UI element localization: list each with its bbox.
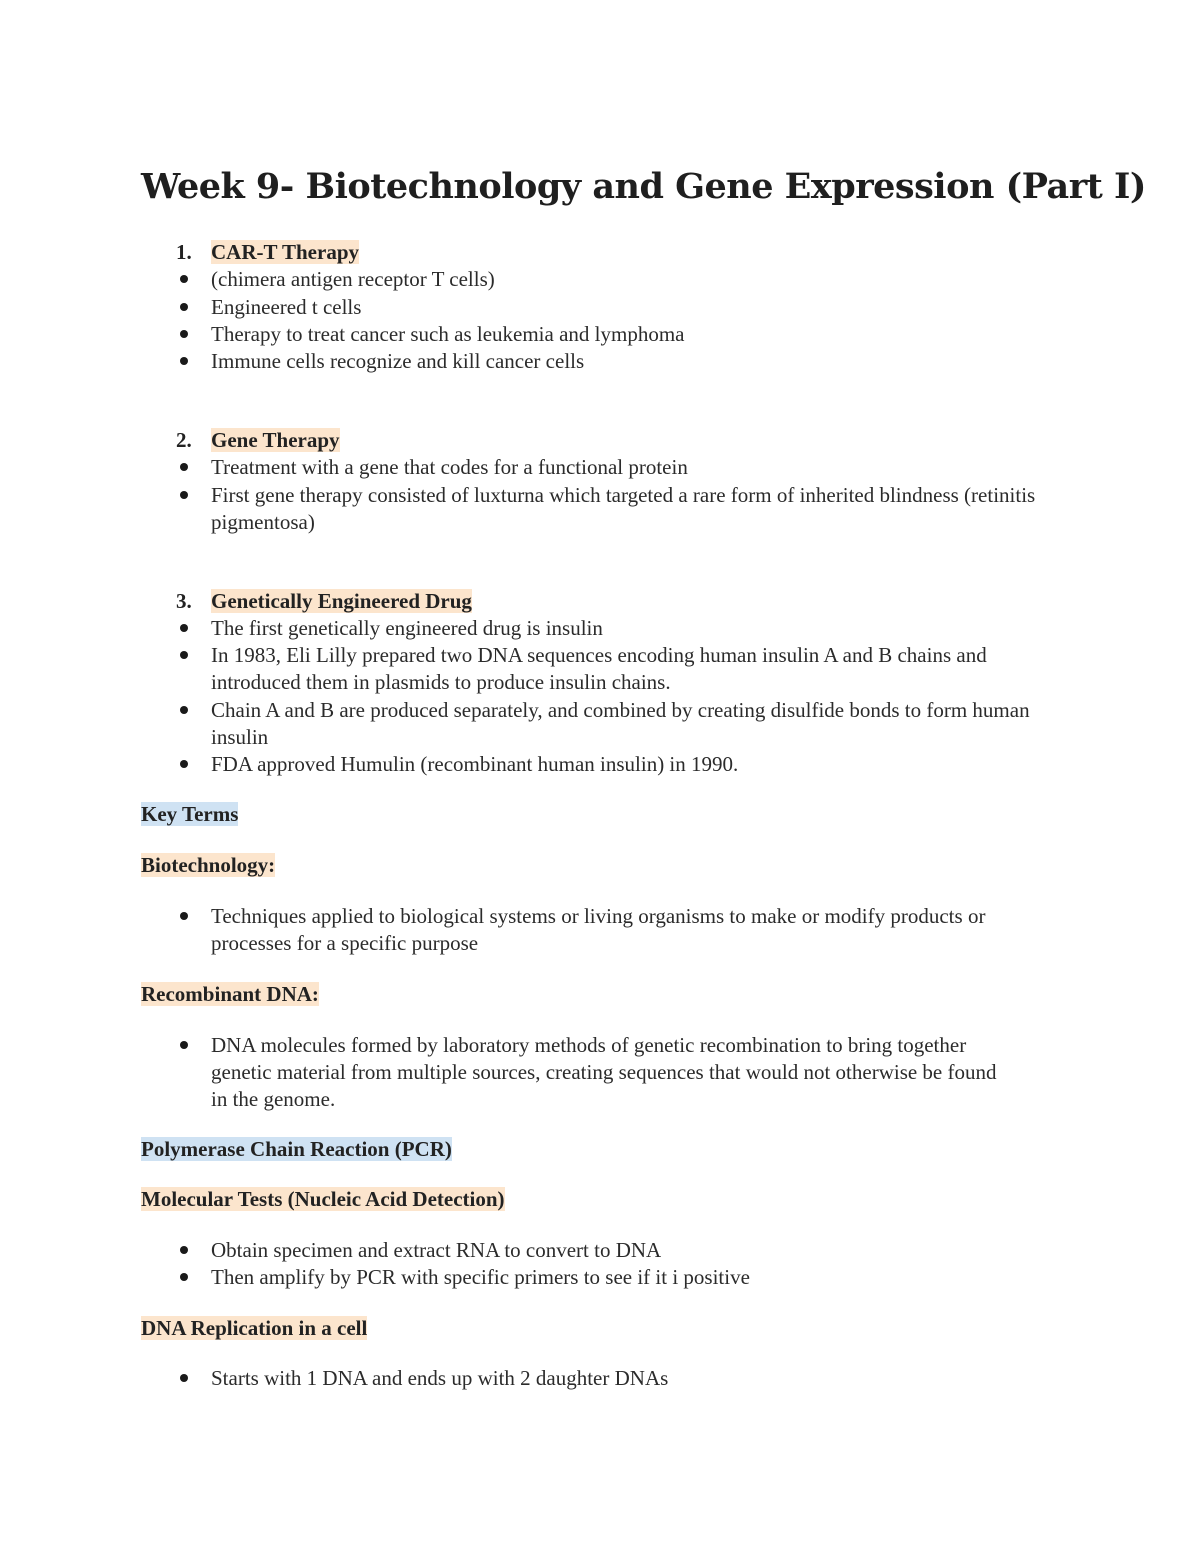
section-number: 3.: [176, 589, 192, 613]
bullet-icon: [180, 1273, 188, 1281]
pcr-label: Polymerase Chain Reaction (PCR): [141, 1137, 452, 1161]
key-terms-label: Key Terms: [141, 802, 239, 826]
bullet-icon: [180, 912, 188, 920]
section-heading-gene-therapy: [176, 427, 340, 454]
pcr-heading: [141, 1136, 452, 1163]
list-item: Therapy to treat cancer such as leukemia and lymphoma: [211, 322, 685, 346]
key-terms-heading: [141, 801, 238, 828]
dna-replication-label: DNA Replication in a cell: [141, 1316, 368, 1340]
section-title: Genetically Engineered Drug: [211, 589, 472, 613]
bullet-icon: [180, 760, 188, 768]
bullet-icon: [180, 706, 188, 714]
list-item: Then amplify by PCR with specific primers to see if it i positive: [211, 1265, 750, 1289]
list-item: (chimera antigen receptor T cells): [211, 267, 495, 291]
section-number: 2.: [176, 428, 192, 452]
bullet-icon: [180, 1246, 188, 1254]
bullet-icon: [180, 357, 188, 365]
molecular-tests-heading: [141, 1186, 505, 1213]
bullet-icon: [180, 651, 188, 659]
bullet-icon: [180, 463, 188, 471]
section-heading-car-t: [176, 239, 359, 266]
list-item: Obtain specimen and extract RNA to convert to DNA: [211, 1238, 662, 1262]
list-item: First gene therapy consisted of luxturna which targeted a rare form of inherited blindness (retinitis pigmentosa): [211, 483, 1036, 534]
bullet-icon: [180, 1374, 188, 1382]
list-item: FDA approved Humulin (recombinant human insulin) in 1990.: [211, 752, 739, 776]
dna-replication-heading: [141, 1315, 367, 1342]
bullet-icon: [180, 491, 188, 499]
bullet-icon: [180, 275, 188, 283]
bullet-icon: [180, 330, 188, 338]
list-item: In 1983, Eli Lilly prepared two DNA sequences encoding human insulin A and B chains and introduced them in plasmids to produce insulin chains.: [211, 643, 987, 694]
page-title: Week 9- Biotechnology and Gene Expression (Part I): [141, 166, 1146, 207]
list-item: Engineered t cells: [211, 295, 362, 319]
molecular-tests-label: Molecular Tests (Nucleic Acid Detection): [141, 1187, 505, 1211]
list-item: Chain A and B are produced separately, and combined by creating disulfide bonds to form human insulin: [211, 698, 1030, 749]
section-heading-engineered-drug: [176, 588, 472, 615]
list-item: Techniques applied to biological systems or living organisms to make or modify products or processes for a specific purpose: [211, 904, 986, 955]
section-title: Gene Therapy: [211, 428, 340, 452]
bullet-icon: [180, 1041, 188, 1049]
bullet-icon: [180, 624, 188, 632]
bullet-icon: [180, 303, 188, 311]
recombinant-dna-heading: [141, 981, 319, 1008]
list-item: Starts with 1 DNA and ends up with 2 daughter DNAs: [211, 1366, 669, 1390]
list-item: Immune cells recognize and kill cancer cells: [211, 349, 585, 373]
section-number: 1.: [176, 240, 192, 264]
recombinant-dna-label: Recombinant DNA:: [141, 982, 319, 1006]
biotechnology-label: Biotechnology:: [141, 853, 276, 877]
list-item: The first genetically engineered drug is insulin: [211, 616, 603, 640]
section-title: CAR-T Therapy: [211, 240, 359, 264]
biotechnology-heading: [141, 852, 275, 879]
list-item: Treatment with a gene that codes for a functional protein: [211, 455, 688, 479]
list-item: DNA molecules formed by laboratory methods of genetic recombination to bring together genetic material from multiple sources, creating sequences that would not otherwise be found in the genome.: [211, 1033, 997, 1111]
